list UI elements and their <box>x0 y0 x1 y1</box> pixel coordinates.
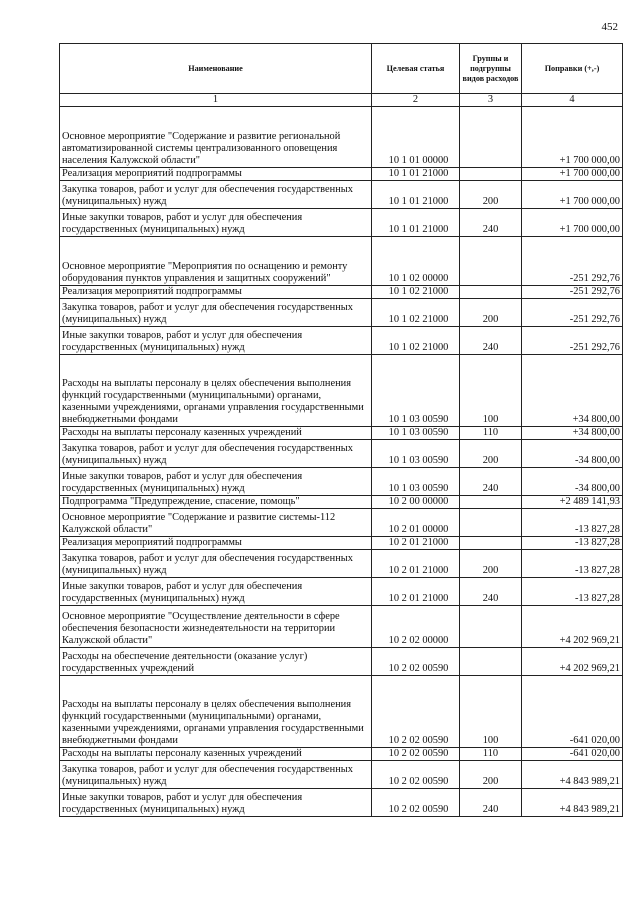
row-expense-group <box>460 606 522 648</box>
row-target-code: 10 2 01 21000 <box>372 537 460 550</box>
row-name: Закупка товаров, работ и услуг для обеспечения государственных (муниципальных) нужд <box>60 299 372 327</box>
row-amount: -641 020,00 <box>522 676 623 748</box>
table-row <box>60 168 623 181</box>
table-row <box>60 468 623 496</box>
row-amount: +4 202 969,21 <box>522 606 623 648</box>
table-row <box>60 181 623 209</box>
budget-table <box>59 43 623 817</box>
row-amount: +1 700 000,00 <box>522 209 623 237</box>
row-target-code: 10 2 02 00590 <box>372 648 460 676</box>
row-name: Закупка товаров, работ и услуг для обеспечения государственных (муниципальных) нужд <box>60 761 372 789</box>
table-row <box>60 299 623 327</box>
row-target-code: 10 1 03 00590 <box>372 355 460 427</box>
row-expense-group <box>460 286 522 299</box>
row-target-code: 10 2 02 00590 <box>372 748 460 761</box>
row-target-code: 10 1 02 00000 <box>372 237 460 286</box>
row-name: Реализация мероприятий подпрограммы <box>60 168 372 181</box>
row-name: Основное мероприятие "Содержание и развитие региональной автоматизированной системы централизованного оповещения населения Калужской области" <box>60 107 372 168</box>
row-target-code: 10 2 02 00590 <box>372 761 460 789</box>
table-row <box>60 748 623 761</box>
header-name: Наименование <box>60 44 372 94</box>
table-row <box>60 509 623 537</box>
row-expense-group: 110 <box>460 748 522 761</box>
header-number: 4 <box>522 94 623 107</box>
row-amount: -251 292,76 <box>522 237 623 286</box>
row-amount: -13 827,28 <box>522 578 623 606</box>
row-target-code: 10 2 02 00590 <box>372 789 460 817</box>
row-name: Подпрограмма "Предупреждение, спасение, помощь" <box>60 496 372 509</box>
row-name: Основное мероприятие "Содержание и развитие системы-112 Калужской области" <box>60 509 372 537</box>
row-name: Иные закупки товаров, работ и услуг для обеспечения государственных (муниципальных) нужд <box>60 789 372 817</box>
row-expense-group <box>460 648 522 676</box>
row-expense-group: 240 <box>460 578 522 606</box>
row-target-code: 10 2 01 21000 <box>372 550 460 578</box>
header-number: 3 <box>460 94 522 107</box>
table-row <box>60 355 623 427</box>
row-amount: +1 700 000,00 <box>522 107 623 168</box>
row-name: Основное мероприятие "Мероприятия по оснащению и ремонту оборудования пунктов управления и защитных сооружений" <box>60 237 372 286</box>
row-target-code: 10 1 01 00000 <box>372 107 460 168</box>
row-expense-group <box>460 107 522 168</box>
header-target: Целевая статья <box>372 44 460 94</box>
table-row <box>60 606 623 648</box>
row-amount: +34 800,00 <box>522 427 623 440</box>
table-row <box>60 761 623 789</box>
row-expense-group: 240 <box>460 789 522 817</box>
row-amount: -34 800,00 <box>522 468 623 496</box>
table-row <box>60 440 623 468</box>
page-number: 452 <box>601 21 618 33</box>
header-number: 1 <box>60 94 372 107</box>
table-row <box>60 327 623 355</box>
row-name: Закупка товаров, работ и услуг для обеспечения государственных (муниципальных) нужд <box>60 440 372 468</box>
row-amount: -251 292,76 <box>522 286 623 299</box>
row-target-code: 10 1 03 00590 <box>372 440 460 468</box>
row-amount: +4 202 969,21 <box>522 648 623 676</box>
row-amount: -13 827,28 <box>522 509 623 537</box>
header-groups: Группы и подгруппы видов расходов <box>460 44 522 94</box>
row-name: Реализация мероприятий подпрограммы <box>60 537 372 550</box>
row-target-code: 10 1 02 21000 <box>372 327 460 355</box>
row-amount: +4 843 989,21 <box>522 789 623 817</box>
row-expense-group <box>460 509 522 537</box>
row-expense-group <box>460 168 522 181</box>
row-target-code: 10 1 01 21000 <box>372 181 460 209</box>
row-name: Иные закупки товаров, работ и услуг для обеспечения государственных (муниципальных) нужд <box>60 209 372 237</box>
row-expense-group: 100 <box>460 676 522 748</box>
table-row <box>60 789 623 817</box>
row-expense-group: 200 <box>460 550 522 578</box>
header-number: 2 <box>372 94 460 107</box>
row-amount: +1 700 000,00 <box>522 168 623 181</box>
table-row <box>60 107 623 168</box>
row-name: Расходы на выплаты персоналу в целях обеспечения выполнения функций государственными (муниципальными) органами, казенными учреждениями, органами управления государственными внебюджетными фондами <box>60 355 372 427</box>
row-expense-group: 200 <box>460 181 522 209</box>
row-name: Расходы на выплаты персоналу казенных учреждений <box>60 748 372 761</box>
row-name: Иные закупки товаров, работ и услуг для обеспечения государственных (муниципальных) нужд <box>60 468 372 496</box>
row-target-code: 10 1 01 21000 <box>372 168 460 181</box>
row-target-code: 10 1 03 00590 <box>372 468 460 496</box>
row-name: Расходы на выплаты персоналу казенных учреждений <box>60 427 372 440</box>
row-target-code: 10 2 01 00000 <box>372 509 460 537</box>
table-row <box>60 537 623 550</box>
table-row <box>60 237 623 286</box>
row-name: Расходы на выплаты персоналу в целях обеспечения выполнения функций государственными (муниципальными) органами, казенными учреждениями, органами управления государственными внебюджетными фондами <box>60 676 372 748</box>
row-expense-group: 200 <box>460 440 522 468</box>
row-target-code: 10 2 01 21000 <box>372 578 460 606</box>
table-row <box>60 648 623 676</box>
row-amount: -641 020,00 <box>522 748 623 761</box>
row-target-code: 10 2 02 00000 <box>372 606 460 648</box>
row-amount: -251 292,76 <box>522 327 623 355</box>
row-target-code: 10 2 00 00000 <box>372 496 460 509</box>
table-row <box>60 496 623 509</box>
row-name: Закупка товаров, работ и услуг для обеспечения государственных (муниципальных) нужд <box>60 181 372 209</box>
row-expense-group <box>460 237 522 286</box>
row-amount: -13 827,28 <box>522 537 623 550</box>
row-expense-group: 200 <box>460 299 522 327</box>
row-expense-group: 240 <box>460 468 522 496</box>
row-target-code: 10 2 02 00590 <box>372 676 460 748</box>
header-amendments: Поправки (+,-) <box>522 44 623 94</box>
row-amount: +34 800,00 <box>522 355 623 427</box>
row-expense-group: 240 <box>460 327 522 355</box>
row-name: Реализация мероприятий подпрограммы <box>60 286 372 299</box>
table-row <box>60 286 623 299</box>
row-name: Основное мероприятие "Осуществление деятельности в сфере обеспечения безопасности жизнедеятельности на территории Калужской области" <box>60 606 372 648</box>
row-expense-group: 110 <box>460 427 522 440</box>
row-target-code: 10 1 02 21000 <box>372 299 460 327</box>
row-expense-group: 100 <box>460 355 522 427</box>
row-target-code: 10 1 02 21000 <box>372 286 460 299</box>
row-name: Иные закупки товаров, работ и услуг для обеспечения государственных (муниципальных) нужд <box>60 327 372 355</box>
table-row <box>60 209 623 237</box>
table-row <box>60 427 623 440</box>
row-expense-group <box>460 537 522 550</box>
row-expense-group: 200 <box>460 761 522 789</box>
row-name: Расходы на обеспечение деятельности (оказание услуг) государственных учреждений <box>60 648 372 676</box>
row-name: Иные закупки товаров, работ и услуг для обеспечения государственных (муниципальных) нужд <box>60 578 372 606</box>
row-amount: -34 800,00 <box>522 440 623 468</box>
row-amount: -13 827,28 <box>522 550 623 578</box>
table-row <box>60 578 623 606</box>
row-amount: +1 700 000,00 <box>522 181 623 209</box>
table-row <box>60 550 623 578</box>
row-target-code: 10 1 01 21000 <box>372 209 460 237</box>
row-amount: -251 292,76 <box>522 299 623 327</box>
row-amount: +2 489 141,93 <box>522 496 623 509</box>
row-expense-group <box>460 496 522 509</box>
row-target-code: 10 1 03 00590 <box>372 427 460 440</box>
table-row <box>60 676 623 748</box>
row-amount: +4 843 989,21 <box>522 761 623 789</box>
row-expense-group: 240 <box>460 209 522 237</box>
row-name: Закупка товаров, работ и услуг для обеспечения государственных (муниципальных) нужд <box>60 550 372 578</box>
